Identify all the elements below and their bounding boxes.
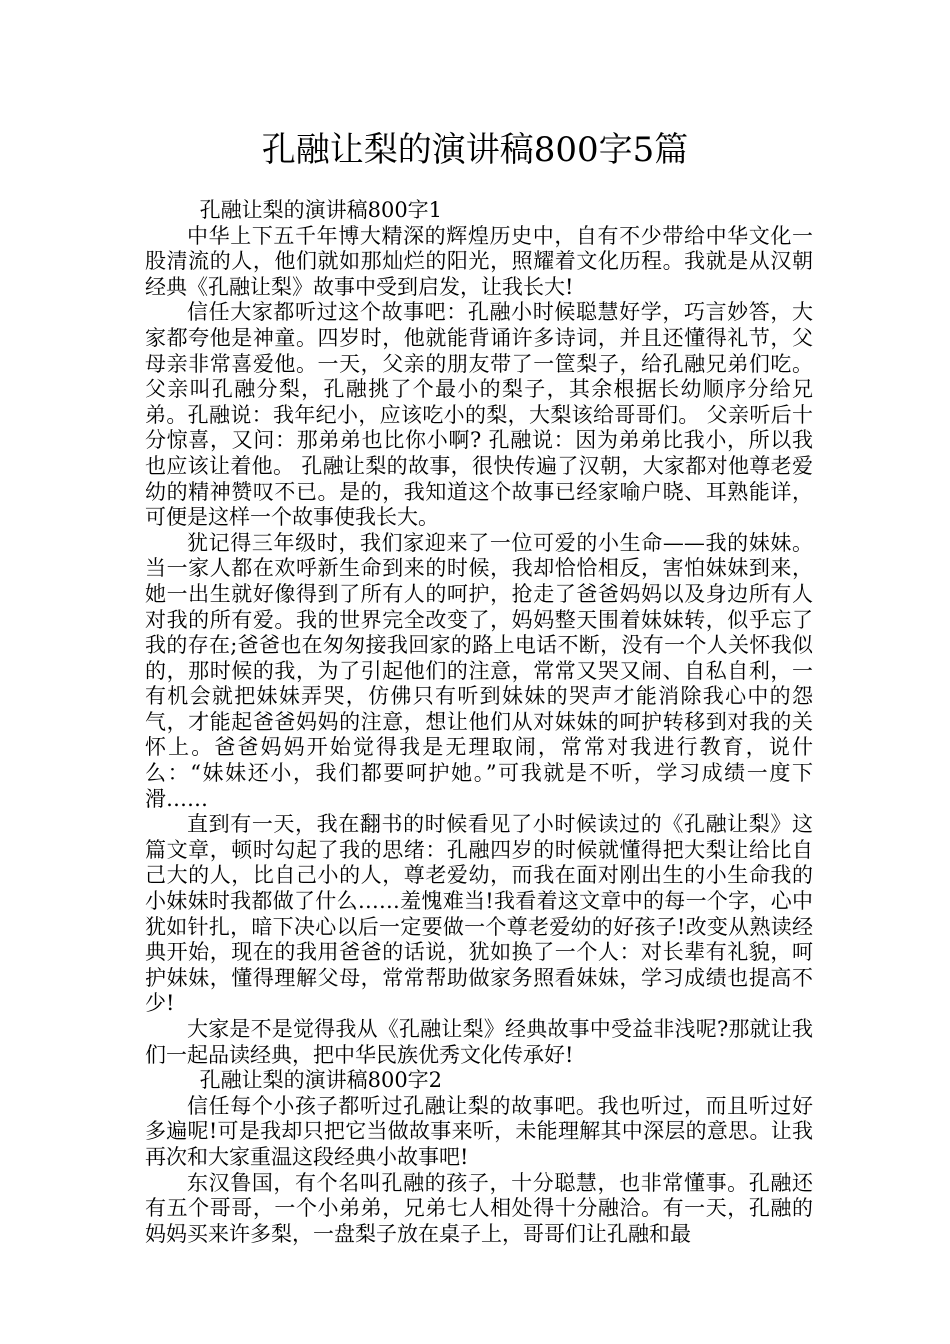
document-body — [145, 198, 813, 1247]
paragraph: 直到有一天，我在翻书的时候看见了小时候读过的《孔融让梨》这篇文章，顿时勾起了我的思绪：孔融四岁的时候就懂得把大梨让给比自己大的人，比自己小的人，尊老爱幼，而我在面对刚出生的小生命我的小妹妹时我都做了什么……羞愧难当!我看着这文章中的每一个字，心中犹如针扎，暗下决心以后一定要做一个尊老爱幼的好孩子!改变从熟读经典开始，现在的我用爸爸的话说，犹如换了一个人：对长辈有礼貌，呵护妹妹，懂得理解父母，常常帮助做家务照看妹妹，学习成绩也提高不少! — [145, 812, 813, 1016]
document-title: 孔融让梨的演讲稿800字5篇 — [261, 130, 689, 170]
paragraph: 东汉鲁国，有个名叫孔融的孩子，十分聪慧，也非常懂事。孔融还有五个哥哥，一个小弟弟，兄弟七人相处得十分融洽。有一天，孔融的妈妈买来许多梨，一盘梨子放在桌子上，哥哥们让孔融和最 — [145, 1170, 813, 1246]
paragraph: 信任大家都听过这个故事吧：孔融小时候聪慧好学，巧言妙答，大家都夸他是神童。四岁时，他就能背诵许多诗词，并且还懂得礼节，父母亲非常喜爱他。一天，父亲的朋友带了一筐梨子，给孔融兄弟们吃。父亲叫孔融分梨，孔融挑了个最小的梨子，其余根据长幼顺序分给兄弟。孔融说：我年纪小，应该吃小的梨，大梨该给哥哥们。 父亲听后十分惊喜，又问：那弟弟也比你小啊? 孔融说：因为弟弟比我小，所以我也应该让着他。 孔融让梨的故事，很快传遍了汉朝，大家都对他尊老爱幼的精神赞叹不已。是的，我知道这个故事已经家喻户晓、耳熟能详，可便是这样一个故事使我长大。 — [145, 300, 813, 530]
paragraph: 大家是不是觉得我从《孔融让梨》经典故事中受益非浅呢?那就让我们一起品读经典，把中华民族优秀文化传承好! — [145, 1017, 813, 1067]
paragraph: 中华上下五千年博大精深的辉煌历史中，自有不少带给中华文化一股清流的人，他们就如那灿烂的阳光，照耀着文化历程。我就是从汉朝经典《孔融让梨》故事中受到启发，让我长大! — [145, 223, 813, 299]
paragraph: 犹记得三年级时，我们家迎来了一位可爱的小生命——我的妹妹。当一家人都在欢呼新生命到来的时候，我却恰恰相反，害怕妹妹到来，她一出生就好像得到了所有人的呵护，抢走了爸爸妈妈以及身边所有人对我的所有爱。我的世界完全改变了，妈妈整天围着妹妹转，似乎忘了我的存在;爸爸也在匆匆接我回家的路上电话不断，没有一个人关怀我似的，那时候的我，为了引起他们的注意，常常又哭又闹、自私自利，一有机会就把妹妹弄哭，仿佛只有听到妹妹的哭声才能消除我心中的怨气，才能起爸爸妈妈的注意，想让他们从对妹妹的呵护转移到对我的关怀上。爸爸妈妈开始觉得我是无理取闹，常常对我进行教育，说什么：“妹妹还小，我们都要呵护她。”可我就是不听，学习成绩一度下滑…… — [145, 530, 813, 811]
section-heading: 孔融让梨的演讲稿800字2 — [199, 1068, 443, 1093]
paragraph: 信任每个小孩子都听过孔融让梨的故事吧。我也听过，而且听过好多遍呢!可是我却只把它当做故事来听，未能理解其中深层的意思。让我再次和大家重温这段经典小故事吧! — [145, 1093, 813, 1169]
section-heading: 孔融让梨的演讲稿800字1 — [199, 198, 443, 222]
